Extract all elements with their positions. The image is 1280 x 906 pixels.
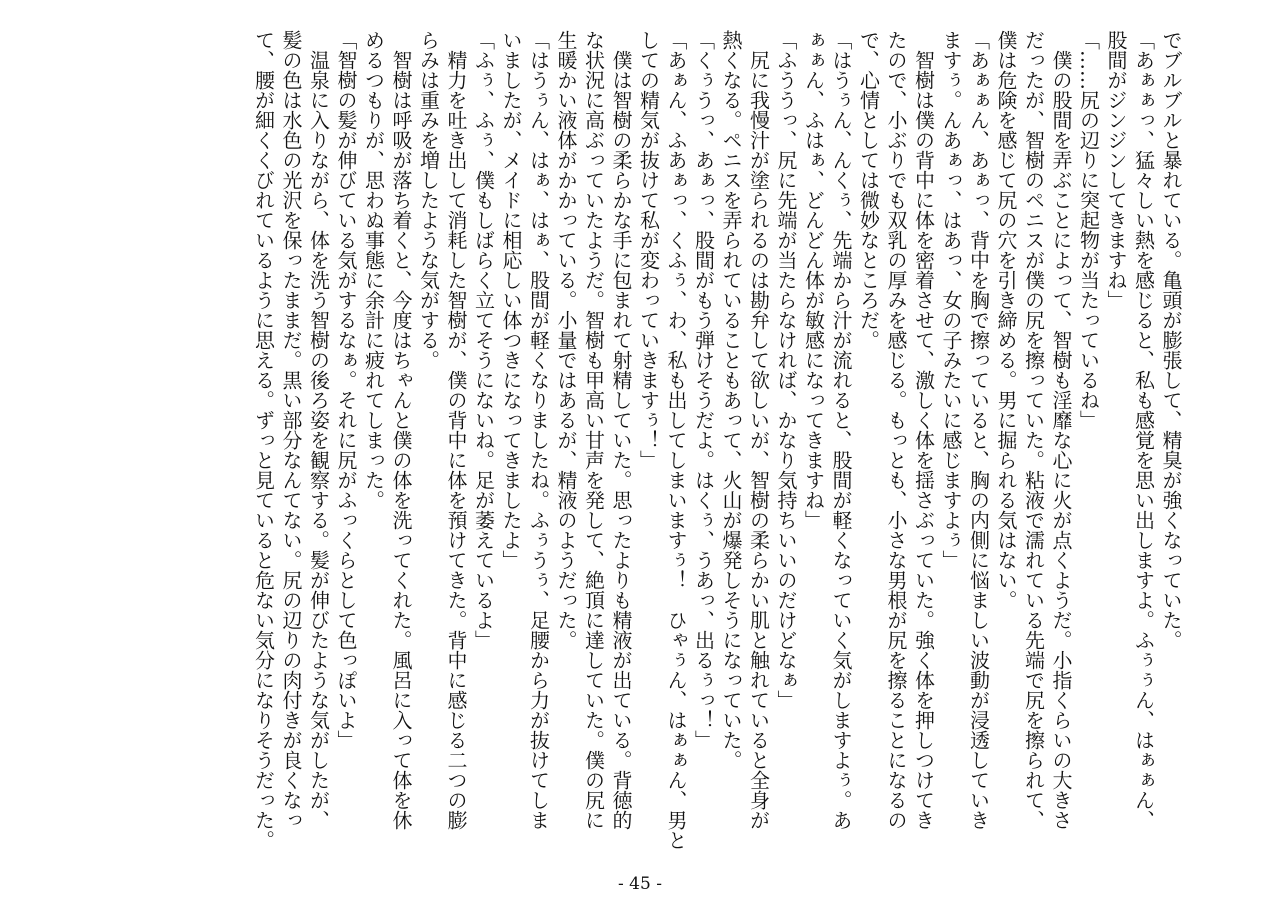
text-line: 髪の色は水色の光沢を保ったままだ。黒い部分なんてない。尻の辺りの肉付きが良くなっ bbox=[279, 30, 303, 830]
text-line: 「はうぅん、んくぅ、先端から汁が流れると、股間が軽くなっていく気がしますよぅ。あ bbox=[829, 30, 853, 830]
text-line: 僕は危険を感じて尻の穴を引き締める。男に掘られる気はない。 bbox=[994, 30, 1018, 610]
text-line: 「ふぅ、ふぅ、僕もしばらく立てそうにないね。足が萎えているよ」 bbox=[471, 30, 496, 650]
text-line: しての精気が抜けて私が変わっていきますぅ！」 bbox=[636, 30, 661, 470]
vertical-body-text bbox=[249, 30, 1184, 850]
text-line: 智樹は僕の背中に体を密着させて、激しく体を揺さぶっていた。強く体を押しつけてき bbox=[911, 30, 936, 830]
text-line: 熱くなる。ペニスを弄られていることもあって、火山が爆発しそうになっていた。 bbox=[719, 30, 743, 770]
text-line: 温泉に入りながら、体を洗う智樹の後ろ姿を観察する。髪が伸びたような気がしたが、 bbox=[306, 30, 331, 830]
text-line: 「ふううっ、尻に先端が当たらなければ、かなり気持ちいいのだけどなぁ」 bbox=[774, 30, 798, 710]
text-line: 股間がジンジンしてきますね」 bbox=[1104, 30, 1128, 310]
text-line: 「智樹の髪が伸びている気がするなぁ。それに尻がふっくらとして色っぽいよ」 bbox=[334, 30, 358, 750]
text-line: 僕の股間を弄ぶことによって、智樹も淫靡な心に火が点くようだ。小指くらいの大きさ bbox=[1049, 30, 1073, 830]
text-line: でブルブルと暴れている。亀頭が膨張して、精臭が強くなっていた。 bbox=[1159, 30, 1183, 650]
text-line: 「あぁぁっ、猛々しい熱を感じると、私も感覚を思い出しますよ。ふぅぅん、はぁぁん、 bbox=[1131, 30, 1156, 830]
text-line: な状況に高ぶっていたようだ。智樹も甲高い甘声を発して、絶頂に達していた。僕の尻に bbox=[581, 30, 606, 830]
text-line: 尻に我慢汁が塗られるのは勘弁して欲しいが、智樹の柔らかい肌と触れていると全身が bbox=[746, 30, 771, 830]
text-line: ますぅ。んあぁっ、はあっ、女の子みたいに感じますよぅ」 bbox=[939, 30, 963, 570]
text-line: ぁぁん、ふはぁ、どんどん体が敏感になってきますね」 bbox=[801, 30, 826, 530]
text-line: めるつもりが、思わぬ事態に余計に疲れてしまった。 bbox=[361, 30, 386, 510]
page-number: - 45 - bbox=[618, 874, 662, 894]
text-line: 「あぁん、ふあぁっ、くふぅ、わ、私も出してしまいますぅ！ ひゃぅん、はぁぁん、男と bbox=[664, 30, 688, 850]
text-line: て、腰が細くくびれているように思える。ずっと見ていると危ない気分になりそうだった。 bbox=[251, 30, 276, 850]
text-line: で、心情としては微妙なところだ。 bbox=[856, 30, 881, 350]
text-line: 僕は智樹の柔らかな手に包まれて射精していた。思ったよりも精液が出ている。背徳的 bbox=[609, 30, 633, 830]
text-line: らみは重みを増したような気がする。 bbox=[416, 30, 441, 370]
text-line: 精力を吐き出して消耗した智樹が、僕の背中に体を預けてきた。背中に感じる二つの膨 bbox=[444, 30, 468, 830]
text-line: いましたが、メイドに相応しい体つきになってきましたよ」 bbox=[499, 30, 523, 570]
text-line: 「はうぅん、はぁ、はぁ、股間が軽くなりましたね。ふぅうぅ、足腰から力が抜けてしま bbox=[526, 30, 551, 830]
text-line: だったが、智樹のペニスが僕の尻を擦っていた。粘液で濡れている先端で尻を擦られて、 bbox=[1021, 30, 1046, 830]
text-line: 「あぁぁん、あぁっ、背中を胸で擦っていると、胸の内側に悩ましい波動が浸透していき bbox=[966, 30, 991, 830]
text-line: 「……尻の辺りに突起物が当たっているね」 bbox=[1076, 30, 1101, 430]
text-line: 「くぅうっ、あぁっ、股間がもう弾けそうだよ。はくぅ、うあっ、出るぅっ！」 bbox=[691, 30, 716, 750]
text-line: たので、小ぶりでも双乳の厚みを感じる。もっとも、小さな男根が尻を擦ることになるの bbox=[884, 30, 908, 830]
text-line: 生暖かい液体がかかっている。小量ではあるが、精液のようだった。 bbox=[554, 30, 578, 650]
text-line: 智樹は呼吸が落ち着くと、今度はちゃんと僕の体を洗ってくれた。風呂に入って体を休 bbox=[389, 30, 413, 830]
